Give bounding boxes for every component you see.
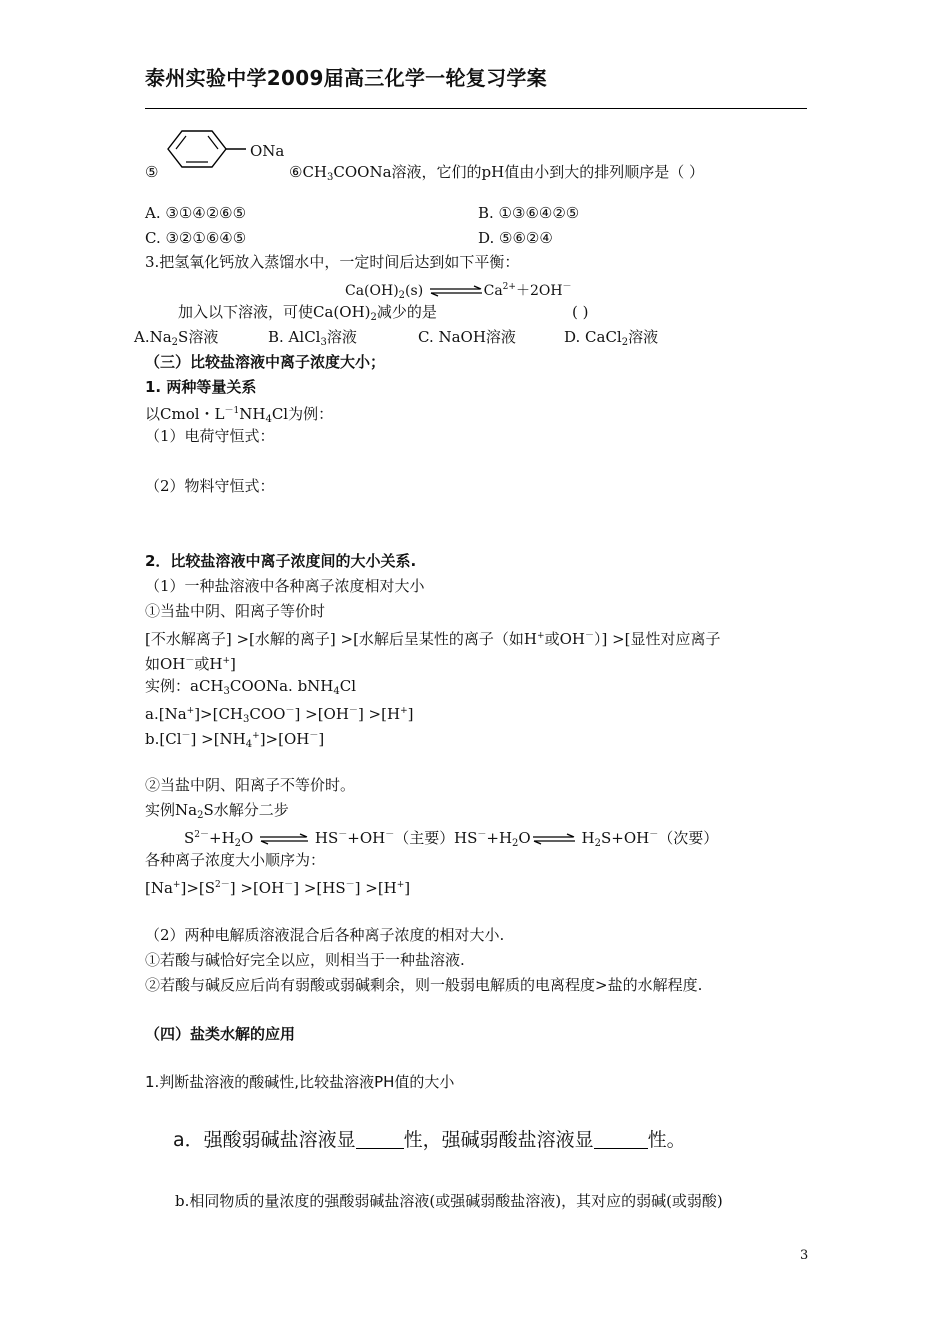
phenoxide-label: ONa (250, 142, 285, 160)
q3-ask: 加入以下溶液，可使$Ca(OH)_2$减少的是 (178, 303, 437, 323)
rule-line-2: 如OH－或H+] (145, 655, 236, 673)
equilibrium-arrow-icon (531, 833, 577, 845)
section-3-1-example: 以Cmol・$L^{-1}NH_4Cl$为例： (145, 405, 334, 425)
q3-option-d: D. CaCl$_2$溶液 (564, 328, 659, 348)
section-4-b: b.相同物质的量浓度的强酸弱碱盐溶液(或强碱弱酸盐溶液)，其对应的弱碱(或弱酸) (175, 1192, 723, 1210)
q2-item-6: $⑥CH_3COONa$溶液，它们的pH值由小到大的排列顺序是（ ） (289, 163, 704, 183)
section-4-1: 1.判断盐溶液的酸碱性,比较盐溶液PH值的大小 (145, 1073, 455, 1091)
q3-answer-paren: ( ) (572, 303, 589, 321)
hydrolysis-step-2: $HS^-+H_2O$ $H_2S+OH^-$（次要） (454, 829, 719, 849)
section-4-a: a．强酸弱碱盐溶液显 性，强碱弱酸盐溶液显 性。 (173, 1129, 686, 1151)
equilibrium-arrow-icon (258, 833, 310, 845)
fill-blank-1[interactable] (356, 1132, 404, 1149)
section-4-title: （四）盐类水解的应用 (145, 1025, 296, 1043)
q2-option-a: A. ③①④②⑥⑤ (145, 204, 247, 222)
q2-option-b: B. ①③⑥④②⑤ (478, 204, 580, 222)
q3-equilibrium: $Ca(OH)_2(s)$ $Ca^{2+}+2OH^-$ (345, 282, 572, 301)
section-3-2-1a: ①当盐中阴、阳离子等价时 (145, 602, 326, 620)
section-3-2-1: （1）一种盐溶液中各种离子浓度相对大小 (145, 577, 425, 595)
fill-blank-2[interactable] (594, 1132, 648, 1149)
q2-option-d: D. ⑤⑥②④ (478, 229, 553, 247)
order-title: 各种离子浓度大小顺序为： (145, 851, 326, 869)
equilibrium-arrow-icon (428, 285, 484, 297)
q2-option-c: C. ③②①⑥④⑤ (145, 229, 247, 247)
q2-item-5: ⑤ (145, 163, 159, 181)
example-a-order: $a.[Na^+]>[CH_3COO^-] >[OH^-] >[H^+]$ (145, 705, 414, 725)
section-3-2-title: 2．比较盐溶液中离子浓度间的大小关系. (145, 552, 417, 570)
header-rule (145, 108, 807, 109)
section-3-2-1b: ②当盐中阴、阳离子不等价时。 (145, 776, 356, 794)
section-3-2-2: （2）两种电解质溶液混合后各种离子浓度的相对大小. (145, 926, 505, 944)
rule-line-1: [不水解离子] >[水解的离子] >[水解后呈某性的离子（如H+或OH－）] >[显性对应离子 (145, 630, 721, 648)
q3-option-c: C. NaOH溶液 (418, 328, 516, 346)
section-3-2-2b: ②若酸与碱反应后尚有弱酸或弱碱剩余，则一般弱电解质的电离程度>盐的水解程度. (145, 976, 703, 994)
q3-option-a: $A.Na_2S$溶液 (134, 328, 219, 348)
na2s-order: $[Na^+]>[S^{2-}] >[OH^-] >[HS^-] >[H^+]$ (145, 879, 411, 897)
q3-option-b: B. AlCl$_3$溶液 (268, 328, 357, 348)
section-3-title: （三）比较盐溶液中离子浓度大小； (145, 353, 386, 371)
example-line: 实例：aCH$_3$COONa. bNH$_4$Cl (145, 677, 357, 697)
page-number: 3 (800, 1248, 809, 1263)
na2s-example: 实例$Na_2S$水解分二步 (145, 801, 289, 821)
page-header-title: 泰州实验中学2009届高三化学一轮复习学案 (145, 66, 547, 90)
section-3-1-title: 1. 两种等量关系 (145, 378, 257, 396)
section-3-2-2a: ①若酸与碱恰好完全以应，则相当于一种盐溶液. (145, 951, 465, 969)
q3-stem: 3.把氢氧化钙放入蒸馏水中，一定时间后达到如下平衡： (145, 253, 520, 271)
example-b-order: $b.[Cl^-] >[NH_4^+]>[OH^-]$ (145, 730, 325, 750)
material-balance-label: （2）物料守恒式： (145, 477, 275, 495)
hydrolysis-step-1: $S^{2-}+H_2O$ HS－+OH－（主要） (184, 829, 455, 849)
charge-balance-label: （1）电荷守恒式： (145, 427, 275, 445)
